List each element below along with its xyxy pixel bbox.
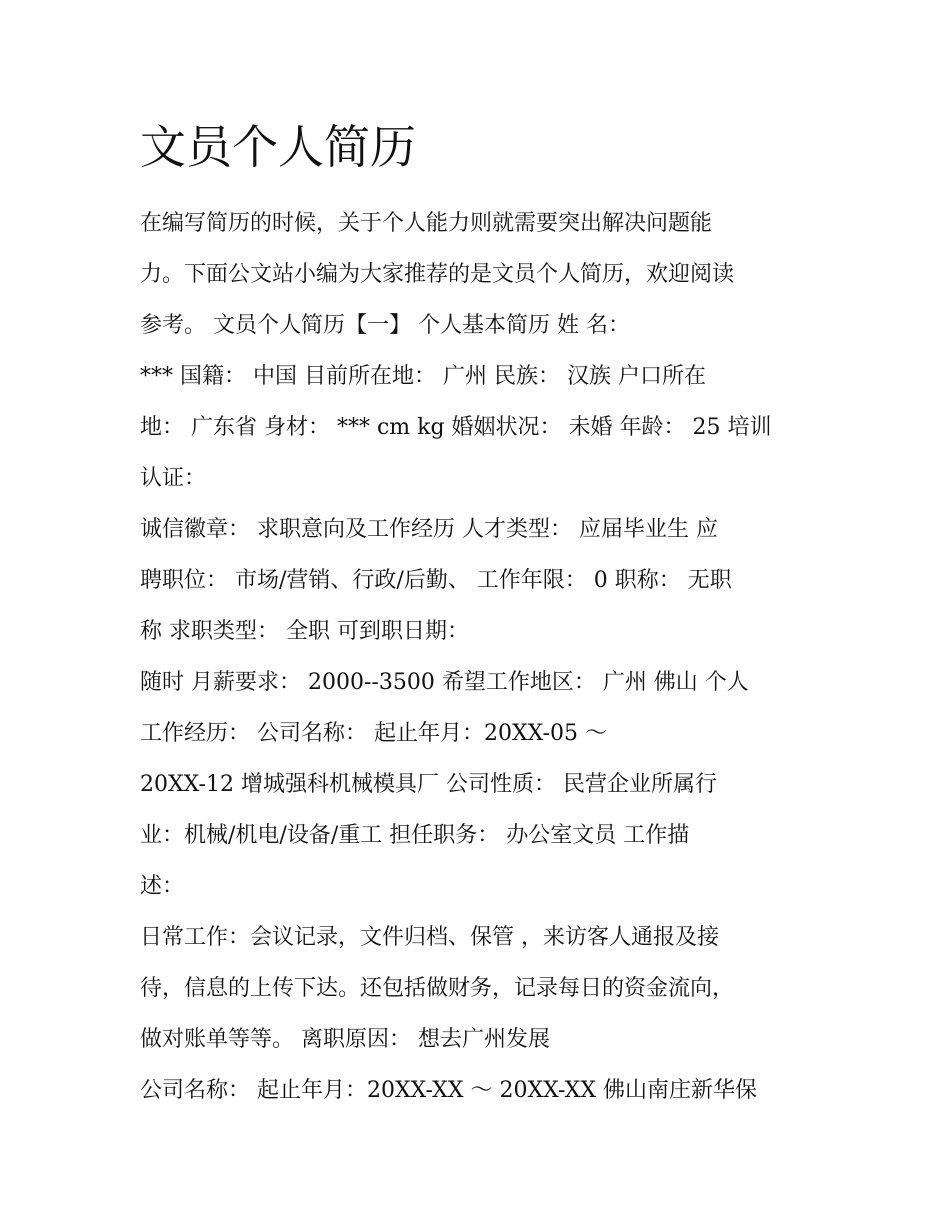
body-line: 业：机械/机电/设备/重工 担任职务： 办公室文员 工作描	[140, 823, 690, 848]
body-line: 地： 广东省 身材： *** cm kg 婚姻状况： 未婚 年龄： 25 培训	[140, 415, 772, 440]
body-line: 在编写简历的时候，关于个人能力则就需要突出解决问题能	[140, 211, 713, 236]
body-line: 工作经历： 公司名称： 起止年月：20XX-05 ～	[140, 721, 607, 746]
body-line: 随时 月薪要求： 2000--3500 希望工作地区： 广州 佛山 个人	[140, 670, 749, 695]
body-line: 力。下面公文站小编为大家推荐的是文员个人简历，欢迎阅读	[140, 262, 735, 287]
body-line: 20XX-12 增城强科机械模具厂 公司性质： 民营企业所属行	[140, 772, 717, 797]
document-title: 文员个人简历	[140, 120, 416, 174]
document-body	[140, 198, 840, 1116]
body-line: 做对账单等等。 离职原因： 想去广州发展	[140, 1027, 550, 1052]
body-line: 聘职位： 市场/营销、行政/后勤、 工作年限： 0 职称： 无职	[140, 568, 732, 593]
body-line: 日常工作：会议记录，文件归档、保管 ，来访客人通报及接	[140, 925, 719, 950]
body-line: 诚信徽章： 求职意向及工作经历 人才类型： 应届毕业生 应	[140, 517, 718, 542]
body-line: 公司名称： 起止年月：20XX-XX ～ 20XX-XX 佛山南庄新华保	[140, 1078, 757, 1103]
body-line: *** 国籍： 中国 目前所在地： 广州 民族： 汉族 户口所在	[140, 364, 706, 389]
body-line: 称 求职类型： 全职 可到职日期：	[140, 619, 469, 644]
body-line: 参考。 文员个人简历【一】 个人基本简历 姓 名：	[140, 313, 630, 338]
body-line: 认证：	[140, 466, 207, 491]
body-line: 述：	[140, 874, 185, 899]
body-line: 待，信息的上传下达。还包括做财务，记录每日的资金流向，	[140, 976, 735, 1001]
